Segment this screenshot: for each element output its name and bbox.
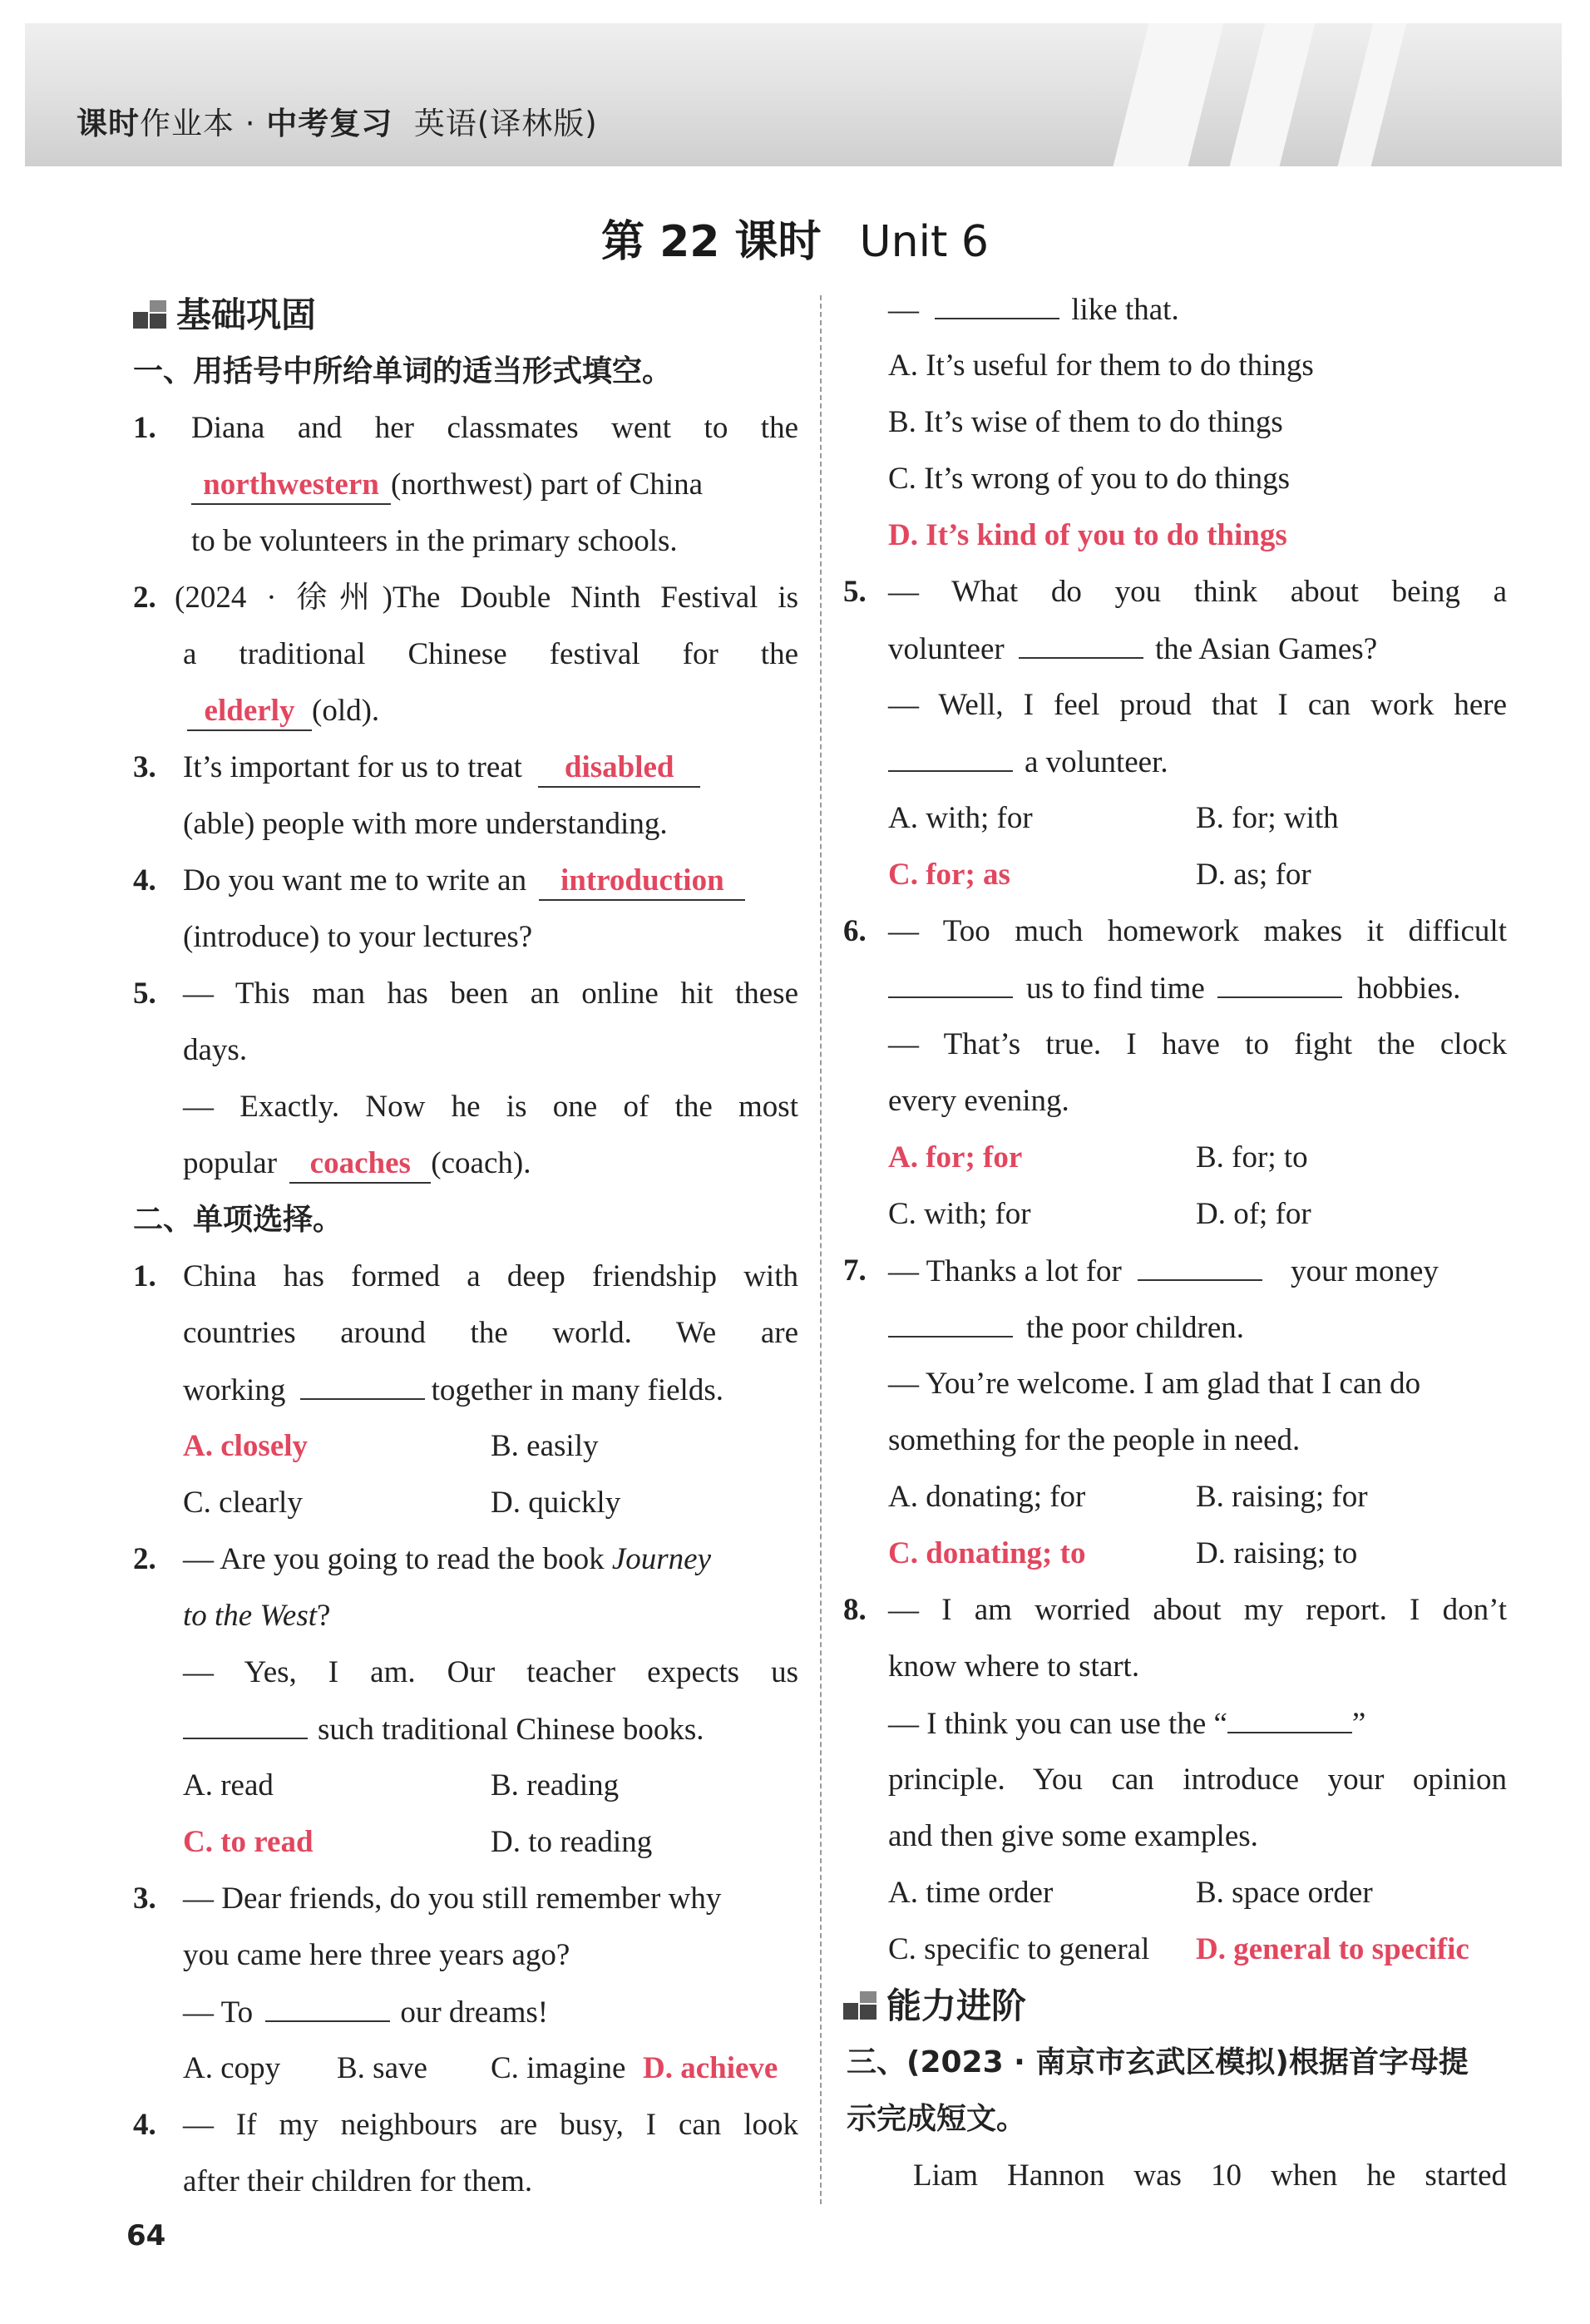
- answer-blank[interactable]: disabled: [538, 749, 700, 788]
- mc-q3-line3: — To our dreams!: [183, 1984, 798, 2040]
- mc-q7-line1: — Thanks a lot for your money: [888, 1243, 1507, 1299]
- mc-q4-option-b[interactable]: B. It’s wise of them to do things: [888, 405, 1283, 439]
- mc-q5-options-cd: [888, 847, 1507, 903]
- option-c[interactable]: C. clearly: [183, 1486, 303, 1520]
- mc-q4-option-d[interactable]: D. It’s kind of you to do things: [888, 518, 1287, 552]
- mc-q7-options-ab: [888, 1469, 1507, 1525]
- option-c[interactable]: C. with; for: [888, 1197, 1031, 1231]
- option-c[interactable]: C. for; as: [888, 858, 1010, 892]
- page-number: 64: [126, 2219, 166, 2252]
- mc-q1-line3: working together in many fields.: [183, 1362, 798, 1418]
- option-a[interactable]: A. donating; for: [888, 1480, 1086, 1514]
- fill-q4-line1: Do you want me to write an introduction: [183, 853, 798, 909]
- option-a[interactable]: A. for; for: [888, 1140, 1023, 1174]
- mc-q1-line2: countries around the world. We are: [183, 1316, 798, 1350]
- section-blocks-icon: [843, 1991, 878, 2021]
- mc-q7-line4: something for the people in need.: [888, 1423, 1301, 1457]
- section-basic-heading: 基础巩固: [133, 287, 798, 344]
- fill-q1-line3: to be volunteers in the primary schools.: [191, 524, 678, 558]
- fill-q3-line1: It’s important for us to treat disabled: [183, 739, 798, 796]
- option-b[interactable]: B. space order: [1196, 1876, 1373, 1910]
- column-divider: [820, 295, 822, 2204]
- mc-q6-options-ab: [888, 1130, 1507, 1186]
- mc-q3-options: [183, 2040, 798, 2097]
- section-blocks-icon: [133, 300, 168, 330]
- option-d[interactable]: D. raising; to: [1196, 1536, 1358, 1570]
- mc-q6-line3: — That’s true. I have to fight the clock: [888, 1027, 1507, 1061]
- answer-blank[interactable]: [1227, 1695, 1352, 1733]
- option-b[interactable]: B. for; to: [1196, 1140, 1308, 1174]
- option-c[interactable]: C. specific to general: [888, 1932, 1150, 1966]
- mc-q2-line1: — Are you going to read the book Journey: [183, 1542, 712, 1576]
- fill-q4-num: 4.: [133, 863, 156, 897]
- answer-blank[interactable]: [888, 960, 1013, 998]
- option-d[interactable]: D. general to specific: [1196, 1932, 1469, 1966]
- option-b[interactable]: B. for; with: [1196, 801, 1339, 835]
- mc-q8-line4: principle. You can introduce your opinion: [888, 1763, 1507, 1797]
- option-d[interactable]: D. of; for: [1196, 1197, 1311, 1231]
- option-b[interactable]: B. save: [337, 2051, 427, 2085]
- part1-instruction: 一、用括号中所给单词的适当形式填空。: [133, 354, 673, 388]
- fill-q3-num: 3.: [133, 750, 156, 784]
- mc-q8-line5: and then give some examples.: [888, 1819, 1258, 1853]
- part3-instruction-line1: 三、(2023 · 南京市玄武区模拟)根据首字母提: [847, 2045, 1469, 2079]
- mc-q5-options-ab: [888, 790, 1507, 847]
- fill-q2-num: 2.: [133, 581, 156, 615]
- mc-q5-line3: — Well, I feel proud that I can work here: [888, 688, 1507, 722]
- option-d[interactable]: D. to reading: [491, 1825, 653, 1859]
- mc-q1-num: 1.: [133, 1259, 156, 1293]
- mc-q4-num: 4.: [133, 2108, 156, 2142]
- mc-q4-option-a[interactable]: A. It’s useful for them to do things: [888, 349, 1314, 383]
- answer-blank[interactable]: elderly: [187, 693, 312, 731]
- fill-q4-line2: (introduce) to your lectures?: [183, 920, 533, 954]
- option-a[interactable]: A. copy: [183, 2051, 281, 2085]
- mc-q6-line2: us to find time hobbies.: [888, 960, 1507, 1016]
- answer-blank[interactable]: [1019, 621, 1143, 659]
- mc-q2-options-ab: [183, 1758, 798, 1814]
- mc-q3-line1: — Dear friends, do you still remember why: [183, 1881, 722, 1916]
- option-d[interactable]: D. quickly: [491, 1486, 621, 1520]
- mc-q4-option-c[interactable]: C. It’s wrong of you to do things: [888, 462, 1291, 496]
- lesson-title: 第 22 课时 Unit 6: [600, 217, 990, 267]
- option-a[interactable]: A. time order: [888, 1876, 1054, 1910]
- option-c[interactable]: C. donating; to: [888, 1536, 1086, 1570]
- mc-q8-line1: — I am worried about my report. I don’t: [888, 1593, 1507, 1627]
- fill-q3-line2: (able) people with more understanding.: [183, 807, 668, 841]
- option-a[interactable]: A. closely: [183, 1429, 309, 1463]
- mc-q4-line2: after their children for them.: [183, 2164, 533, 2198]
- mc-q7-options-cd: [888, 1525, 1507, 1582]
- mc-q8-line3: — I think you can use the “ ”: [888, 1695, 1507, 1752]
- part2-instruction: 二、单项选择。: [133, 1203, 343, 1237]
- fill-q1-line1: Diana and her classmates went to the: [191, 411, 798, 445]
- mc-q4-line1: — If my neighbours are busy, I can look: [183, 2108, 798, 2142]
- answer-blank[interactable]: [935, 281, 1059, 319]
- option-b[interactable]: B. reading: [491, 1768, 620, 1802]
- passage-line1: Liam Hannon was 10 when he started: [913, 2158, 1507, 2193]
- mc-q3-line2: you came here three years ago?: [183, 1938, 570, 1972]
- mc-q6-num: 6.: [843, 914, 867, 948]
- option-b[interactable]: B. easily: [491, 1429, 599, 1463]
- fill-q5-line1: — This man has been an online hit these: [183, 977, 798, 1011]
- mc-q2-options-cd: [183, 1814, 798, 1871]
- answer-blank[interactable]: coaches: [289, 1145, 431, 1184]
- mc-q4-line3: — like that.: [888, 281, 1507, 338]
- fill-q2-line2: a traditional Chinese festival for the: [183, 637, 798, 671]
- mc-q6-line4: every evening.: [888, 1084, 1069, 1118]
- mc-q5-line1: — What do you think about being a: [888, 575, 1507, 609]
- mc-q6-options-cd: [888, 1186, 1507, 1243]
- answer-blank[interactable]: [1217, 960, 1342, 998]
- mc-q2-line2: to the West?: [183, 1599, 331, 1633]
- mc-q8-options-ab: [888, 1865, 1507, 1921]
- section-advanced-heading: 能力进阶: [843, 1978, 1507, 2035]
- mc-q5-line4: a volunteer.: [888, 734, 1507, 790]
- mc-q7-line3: — You’re welcome. I am glad that I can do: [888, 1367, 1421, 1401]
- fill-q1-line2: northwestern (northwest) part of China: [191, 457, 798, 513]
- answer-blank[interactable]: [888, 734, 1013, 772]
- option-a[interactable]: A. with; for: [888, 801, 1033, 835]
- mc-q7-line2: the poor children.: [888, 1299, 1507, 1356]
- mc-q5-line2: volunteer the Asian Games?: [888, 621, 1507, 677]
- fill-q5-line3: — Exactly. Now he is one of the most: [183, 1090, 798, 1124]
- mc-q5-num: 5.: [843, 575, 867, 609]
- answer-blank[interactable]: [183, 1701, 308, 1739]
- option-a[interactable]: A. read: [183, 1768, 274, 1802]
- answer-blank[interactable]: [1138, 1243, 1262, 1281]
- mc-q7-num: 7.: [843, 1253, 867, 1288]
- answer-blank[interactable]: introduction: [539, 863, 745, 901]
- mc-q1-options-cd: [183, 1475, 798, 1531]
- answer-blank[interactable]: [888, 1299, 1013, 1338]
- fill-q5-num: 5.: [133, 977, 156, 1011]
- mc-q2-line3: — Yes, I am. Our teacher expects us: [183, 1655, 798, 1689]
- mc-q2-line4: such traditional Chinese books.: [183, 1701, 798, 1758]
- answer-blank[interactable]: northwestern: [191, 467, 391, 505]
- part3-instruction-line2: 示完成短文。: [847, 2102, 1027, 2136]
- option-c[interactable]: C. to read: [183, 1825, 314, 1859]
- mc-q1-options-ab: [183, 1418, 798, 1475]
- mc-q3-num: 3.: [133, 1881, 156, 1916]
- option-d[interactable]: D. achieve: [643, 2051, 778, 2085]
- mc-q1-line1: China has formed a deep friendship with: [183, 1259, 798, 1293]
- fill-q2-line3: elderly (old).: [187, 683, 798, 739]
- option-c[interactable]: C. imagine: [491, 2051, 626, 2085]
- mc-q8-num: 8.: [843, 1593, 867, 1627]
- option-d[interactable]: D. as; for: [1196, 858, 1311, 892]
- mc-q6-line1: — Too much homework makes it difficult: [888, 914, 1507, 948]
- book-header-title: 课时作业本 · 中考复习 英语(译林版): [77, 106, 598, 141]
- fill-q1-num: 1.: [133, 411, 156, 445]
- option-b[interactable]: B. raising; for: [1196, 1480, 1368, 1514]
- mc-q8-options-cd: [888, 1921, 1507, 1978]
- mc-q2-num: 2.: [133, 1542, 156, 1576]
- header-band: [25, 23, 1562, 166]
- fill-q5-line4: popular coaches (coach).: [183, 1135, 798, 1192]
- answer-blank[interactable]: [265, 1984, 390, 2022]
- fill-q2-line1: (2024 · 徐州)The Double Ninth Festival is: [175, 581, 798, 615]
- answer-blank[interactable]: [300, 1362, 425, 1400]
- mc-q8-line2: know where to start.: [888, 1649, 1140, 1684]
- fill-q5-line2: days.: [183, 1033, 248, 1067]
